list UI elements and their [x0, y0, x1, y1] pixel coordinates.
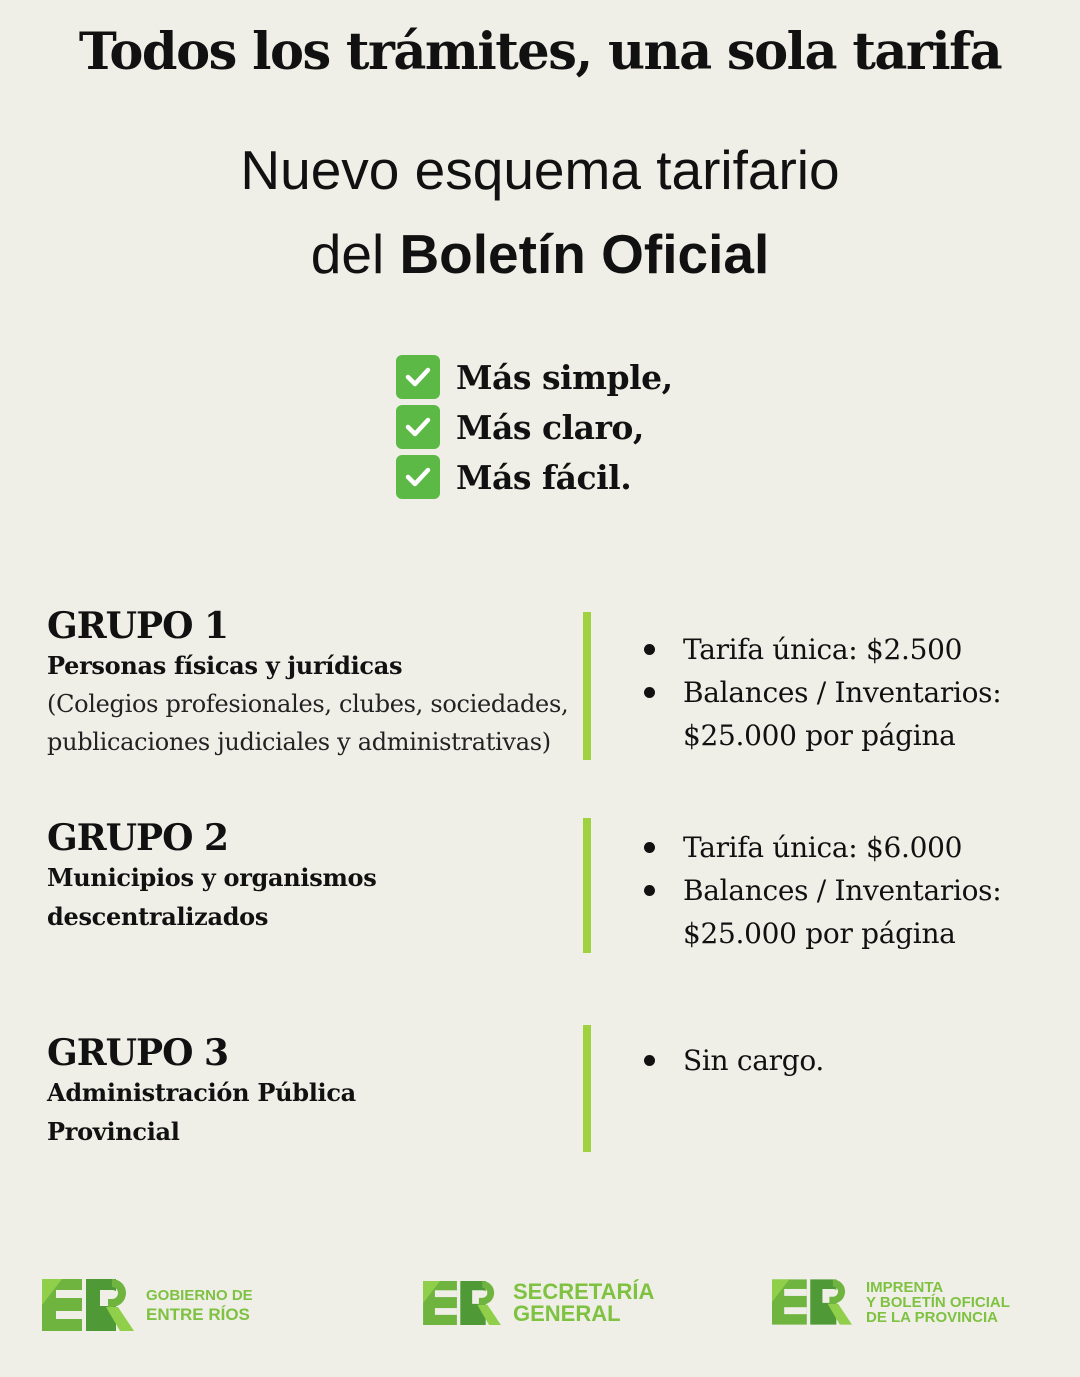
group-1-info: [47, 606, 568, 761]
group-divider: [583, 818, 591, 953]
logo-3-text: IMPRENTA Y BOLETÍN OFICIAL DE LA PROVINCIA: [866, 1278, 1010, 1326]
group-subtitle-line: descentralizados: [47, 902, 269, 931]
group-note-line: (Colegios profesionales, clubes, sociedades,: [47, 690, 569, 718]
benefit-text: Más fácil.: [456, 457, 632, 497]
page-subtitle: [0, 128, 1080, 296]
rate-item: Balances / Inventarios:: [640, 671, 1001, 714]
er-logo-icon: [772, 1279, 852, 1325]
subtitle-bold: Boletín Oficial: [399, 223, 770, 285]
group-divider: [583, 1025, 591, 1152]
group-subtitle-line: Provincial: [47, 1117, 180, 1146]
checkbox-checked-icon: [396, 355, 440, 399]
group-2-rates: [640, 826, 1001, 955]
rate-item: Sin cargo.: [640, 1039, 824, 1082]
logo-imprenta-boletin-oficial: [772, 1279, 1010, 1325]
group-title: GRUPO 1: [47, 605, 229, 647]
rate-item-continuation: $25.000 por página: [683, 719, 956, 752]
er-logo-icon: [423, 1281, 501, 1325]
benefit-item: [396, 352, 673, 402]
subtitle-line-1: Nuevo esquema tarifario: [240, 139, 840, 201]
rate-item-continuation: $25.000 por página: [683, 917, 956, 950]
group-3-rates: [640, 1039, 824, 1082]
logo-secretaria-general: [423, 1281, 654, 1325]
checkbox-checked-icon: [396, 405, 440, 449]
benefit-text: Más claro,: [456, 407, 644, 447]
group-3-info: [47, 1033, 356, 1151]
group-note-line: publicaciones judiciales y administrativas): [47, 728, 551, 756]
benefit-item: [396, 402, 673, 452]
rate-item: Balances / Inventarios:: [640, 869, 1001, 912]
benefit-text: Más simple,: [456, 357, 673, 397]
group-2-info: [47, 818, 376, 936]
group-title: GRUPO 2: [47, 817, 229, 859]
logo-1-text: GOBIERNO DE ENTRE RÍOS: [146, 1286, 253, 1324]
group-subtitle: Personas físicas y jurídicas: [47, 651, 403, 680]
group-1-rates: [640, 628, 1001, 757]
checkbox-checked-icon: [396, 455, 440, 499]
rate-item: Tarifa única: $2.500: [640, 628, 1001, 671]
rate-item: Tarifa única: $6.000: [640, 826, 1001, 869]
logo-2-text: SECRETARÍA GENERAL: [513, 1279, 655, 1326]
logo-gobierno-entre-rios: [42, 1279, 253, 1331]
page-title: Todos los trámites, una sola tarifa: [78, 22, 1002, 82]
subtitle-prefix: del: [310, 223, 385, 285]
benefit-item: [396, 452, 673, 502]
group-subtitle-line: Administración Pública: [47, 1078, 356, 1107]
group-subtitle-line: Municipios y organismos: [47, 863, 377, 892]
group-title: GRUPO 3: [47, 1032, 229, 1074]
group-divider: [583, 612, 591, 760]
benefits-list: [396, 352, 673, 502]
er-logo-icon: [42, 1279, 134, 1331]
